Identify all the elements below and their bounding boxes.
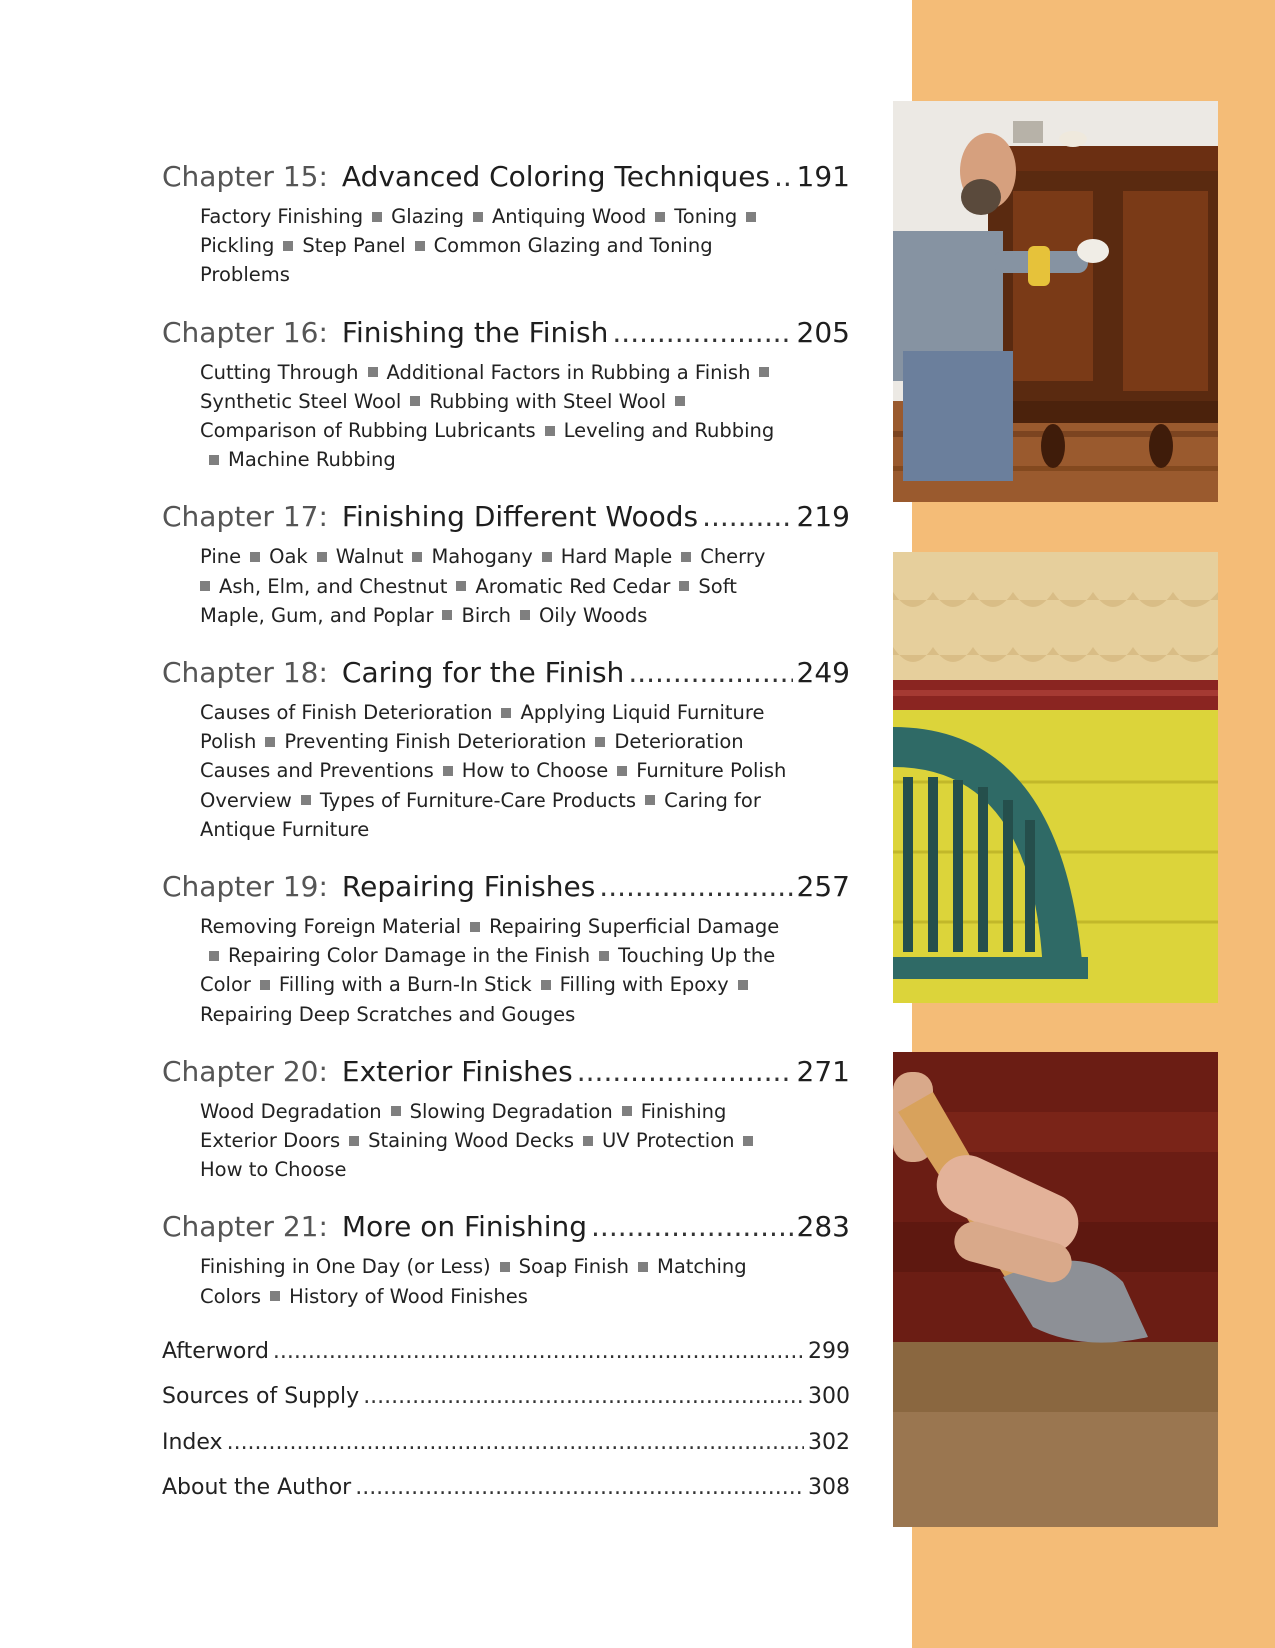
topic: Soap Finish	[518, 1255, 630, 1279]
chapter-heading	[162, 492, 850, 542]
bullet-square-icon	[743, 1136, 753, 1146]
bullet-square-icon	[368, 367, 378, 377]
chapter-title: Caring for the Finish	[341, 656, 625, 690]
bullet-square-icon	[317, 552, 327, 562]
table-of-contents	[162, 152, 850, 1511]
bullet-square-icon	[260, 980, 270, 990]
topic: UV Protection	[602, 1129, 735, 1153]
bullet-square-icon	[265, 737, 275, 747]
bullet-square-icon	[617, 766, 627, 776]
bullet-square-icon	[415, 241, 425, 251]
bullet-square-icon	[738, 980, 748, 990]
topic: How to Choose	[200, 1158, 347, 1182]
chapter-topics	[200, 358, 800, 475]
topic: Touching Up the Color	[200, 944, 776, 997]
topic: Birch	[461, 603, 511, 627]
bullet-square-icon	[545, 426, 555, 436]
bullet-square-icon	[209, 951, 219, 961]
bullet-square-icon	[456, 581, 466, 591]
bullet-square-icon	[443, 766, 453, 776]
topic: Causes of Finish Deterioration	[200, 701, 493, 725]
toc-entry-afterword[interactable]	[162, 1329, 850, 1375]
dot-leader	[577, 1047, 793, 1097]
bullet-square-icon	[391, 1106, 401, 1116]
topic: History of Wood Finishes	[289, 1284, 528, 1308]
dot-leader	[612, 308, 792, 358]
chapter-16[interactable]	[162, 308, 850, 475]
bullet-square-icon	[679, 581, 689, 591]
topic: Deterioration Causes and Preventions	[200, 730, 744, 783]
dot-leader	[355, 1465, 804, 1511]
bullet-square-icon	[410, 396, 420, 406]
bullet-square-icon	[638, 1262, 648, 1272]
topic: Staining Wood Decks	[368, 1129, 575, 1153]
toc-entry-about-the-author[interactable]	[162, 1465, 850, 1511]
topic: Filling with a Burn-In Stick	[278, 973, 532, 997]
chapter-number: Chapter 20:	[162, 1054, 328, 1088]
bullet-square-icon	[470, 922, 480, 932]
entry-title: Index	[162, 1429, 223, 1455]
bullet-square-icon	[283, 241, 293, 251]
topic: Machine Rubbing	[228, 448, 396, 472]
chapter-topics	[200, 1097, 800, 1185]
bullet-square-icon	[681, 552, 691, 562]
chapter-19[interactable]	[162, 862, 850, 1029]
photo-man-polishing-cabinet	[893, 101, 1218, 502]
chapter-page: 191	[796, 160, 850, 193]
entry-page: 302	[808, 1429, 850, 1455]
chapter-topics	[200, 912, 800, 1029]
photo-exterior-shingles-vent	[893, 552, 1218, 1003]
bullet-square-icon	[372, 212, 382, 222]
bullet-square-icon	[200, 581, 210, 591]
bullet-square-icon	[542, 552, 552, 562]
toc-entry-index[interactable]	[162, 1420, 850, 1466]
topic: Furniture Polish Overview	[200, 759, 787, 812]
entry-page: 308	[808, 1475, 850, 1501]
topic: Caring for Antique Furniture	[200, 788, 761, 841]
entry-title: About the Author	[162, 1475, 352, 1501]
topic: Wood Degradation	[200, 1099, 382, 1123]
chapter-page: 257	[796, 870, 850, 904]
topic: Toning	[674, 205, 738, 228]
chapter-title: Repairing Finishes	[341, 870, 596, 904]
topic: Finishing Exterior Doors	[200, 1099, 727, 1153]
topic: Repairing Deep Scratches and Gouges	[200, 1002, 576, 1026]
bullet-square-icon	[250, 552, 260, 562]
topic: Preventing Finish Deterioration	[284, 730, 587, 754]
dot-leader	[599, 862, 792, 912]
dot-leader	[363, 1374, 804, 1420]
bullet-square-icon	[622, 1106, 632, 1116]
chapter-heading	[162, 648, 850, 698]
chapter-page: 283	[796, 1210, 850, 1244]
topic: Aromatic Red Cedar	[475, 574, 671, 598]
chapter-17[interactable]	[162, 492, 850, 630]
topic: Removing Foreign Material	[200, 915, 462, 939]
back-matter-list	[162, 1329, 850, 1511]
chapter-topics	[200, 202, 800, 290]
chapter-page: 271	[796, 1054, 850, 1088]
topic: How to Choose	[461, 759, 609, 783]
chapter-21[interactable]	[162, 1202, 850, 1310]
bullet-square-icon	[595, 737, 605, 747]
chapter-number: Chapter 21:	[162, 1210, 328, 1244]
topic: Cutting Through	[200, 360, 359, 384]
chapter-heading	[162, 1047, 850, 1097]
chapter-title: Finishing the Finish	[341, 315, 609, 349]
bullet-square-icon	[349, 1136, 359, 1146]
topic: Matching Colors	[200, 1255, 747, 1308]
chapter-number: Chapter 19:	[162, 870, 328, 904]
bullet-square-icon	[645, 795, 655, 805]
topic: Soft Maple, Gum, and Poplar	[200, 574, 737, 627]
topic: Types of Furniture-Care Products	[319, 788, 637, 812]
topic: Oily Woods	[538, 603, 648, 627]
bullet-square-icon	[583, 1136, 593, 1146]
dot-leader	[774, 152, 793, 202]
entry-title: Afterword	[162, 1338, 269, 1364]
chapter-20[interactable]	[162, 1047, 850, 1185]
entry-page: 299	[808, 1338, 850, 1364]
chapter-number: Chapter 17:	[162, 500, 328, 534]
topic: Step Panel	[302, 234, 406, 258]
bullet-square-icon	[412, 552, 422, 562]
topic: Hard Maple	[560, 545, 673, 569]
topic: Factory Finishing	[200, 205, 364, 228]
topic: Repairing Superficial Damage	[489, 915, 780, 939]
photo-brushing-stain	[893, 1052, 1218, 1527]
topic: Leveling and Rubbing	[563, 419, 775, 443]
topic: Finishing in One Day (or Less)	[200, 1255, 491, 1279]
topic: Ash, Elm, and Chestnut	[219, 574, 448, 598]
topic: Common Glazing and Toning Problems	[200, 234, 713, 287]
chapter-topics	[200, 698, 800, 844]
dot-leader	[628, 648, 792, 698]
chapter-topics	[200, 1252, 800, 1310]
topic: Repairing Color Damage in the Finish	[228, 944, 591, 968]
bullet-square-icon	[520, 610, 530, 620]
dot-leader	[227, 1420, 804, 1466]
chapter-title: More on Finishing	[341, 1210, 588, 1244]
chapter-heading	[162, 152, 850, 202]
topic: Pickling	[200, 234, 275, 258]
bullet-square-icon	[759, 367, 769, 377]
bullet-square-icon	[746, 212, 756, 222]
topic: Glazing	[391, 205, 464, 228]
chapter-number: Chapter 15:	[162, 160, 328, 193]
chapter-title: Finishing Different Woods	[341, 500, 699, 534]
chapter-number: Chapter 16:	[162, 315, 328, 349]
bullet-square-icon	[209, 455, 219, 465]
bullet-square-icon	[599, 951, 609, 961]
topic: Walnut	[335, 545, 404, 569]
entry-title: Sources of Supply	[162, 1384, 360, 1410]
bullet-square-icon	[675, 396, 685, 406]
bullet-square-icon	[500, 1262, 510, 1272]
chapter-title: Exterior Finishes	[341, 1054, 573, 1088]
chapter-heading	[162, 308, 850, 358]
chapter-heading	[162, 862, 850, 912]
topic: Oak	[269, 545, 308, 569]
topic: Synthetic Steel Wool	[200, 389, 402, 413]
topic: Antiquing Wood	[491, 205, 647, 228]
topic: Cherry	[700, 545, 766, 569]
chapter-page: 249	[796, 656, 850, 690]
bullet-square-icon	[541, 980, 551, 990]
bullet-square-icon	[301, 795, 311, 805]
bullet-square-icon	[442, 610, 452, 620]
bullet-square-icon	[655, 212, 665, 222]
topic: Applying Liquid Furniture Polish	[200, 701, 765, 754]
chapter-18[interactable]	[162, 648, 850, 844]
bullet-square-icon	[270, 1291, 280, 1301]
topic: Additional Factors in Rubbing a Finish	[386, 360, 751, 384]
topic: Slowing Degradation	[409, 1099, 613, 1123]
chapter-15[interactable]	[162, 152, 850, 290]
topic: Comparison of Rubbing Lubricants	[200, 419, 536, 443]
topic: Rubbing with Steel Wool	[429, 389, 667, 413]
dot-leader	[702, 492, 792, 542]
chapter-page: 219	[796, 500, 850, 534]
topic: Filling with Epoxy	[559, 973, 729, 997]
entry-page: 300	[808, 1384, 850, 1410]
chapter-heading	[162, 1202, 850, 1252]
dot-leader	[273, 1329, 804, 1375]
bullet-square-icon	[501, 708, 511, 718]
chapter-page: 205	[796, 315, 850, 349]
topic: Mahogany	[431, 545, 533, 569]
dot-leader	[591, 1202, 793, 1252]
chapter-topics	[200, 542, 800, 630]
chapter-title: Advanced Coloring Techniques	[341, 160, 771, 193]
chapter-number: Chapter 18:	[162, 656, 328, 690]
topic: Pine	[200, 545, 242, 569]
bullet-square-icon	[473, 212, 483, 222]
toc-entry-sources-of-supply[interactable]	[162, 1374, 850, 1420]
